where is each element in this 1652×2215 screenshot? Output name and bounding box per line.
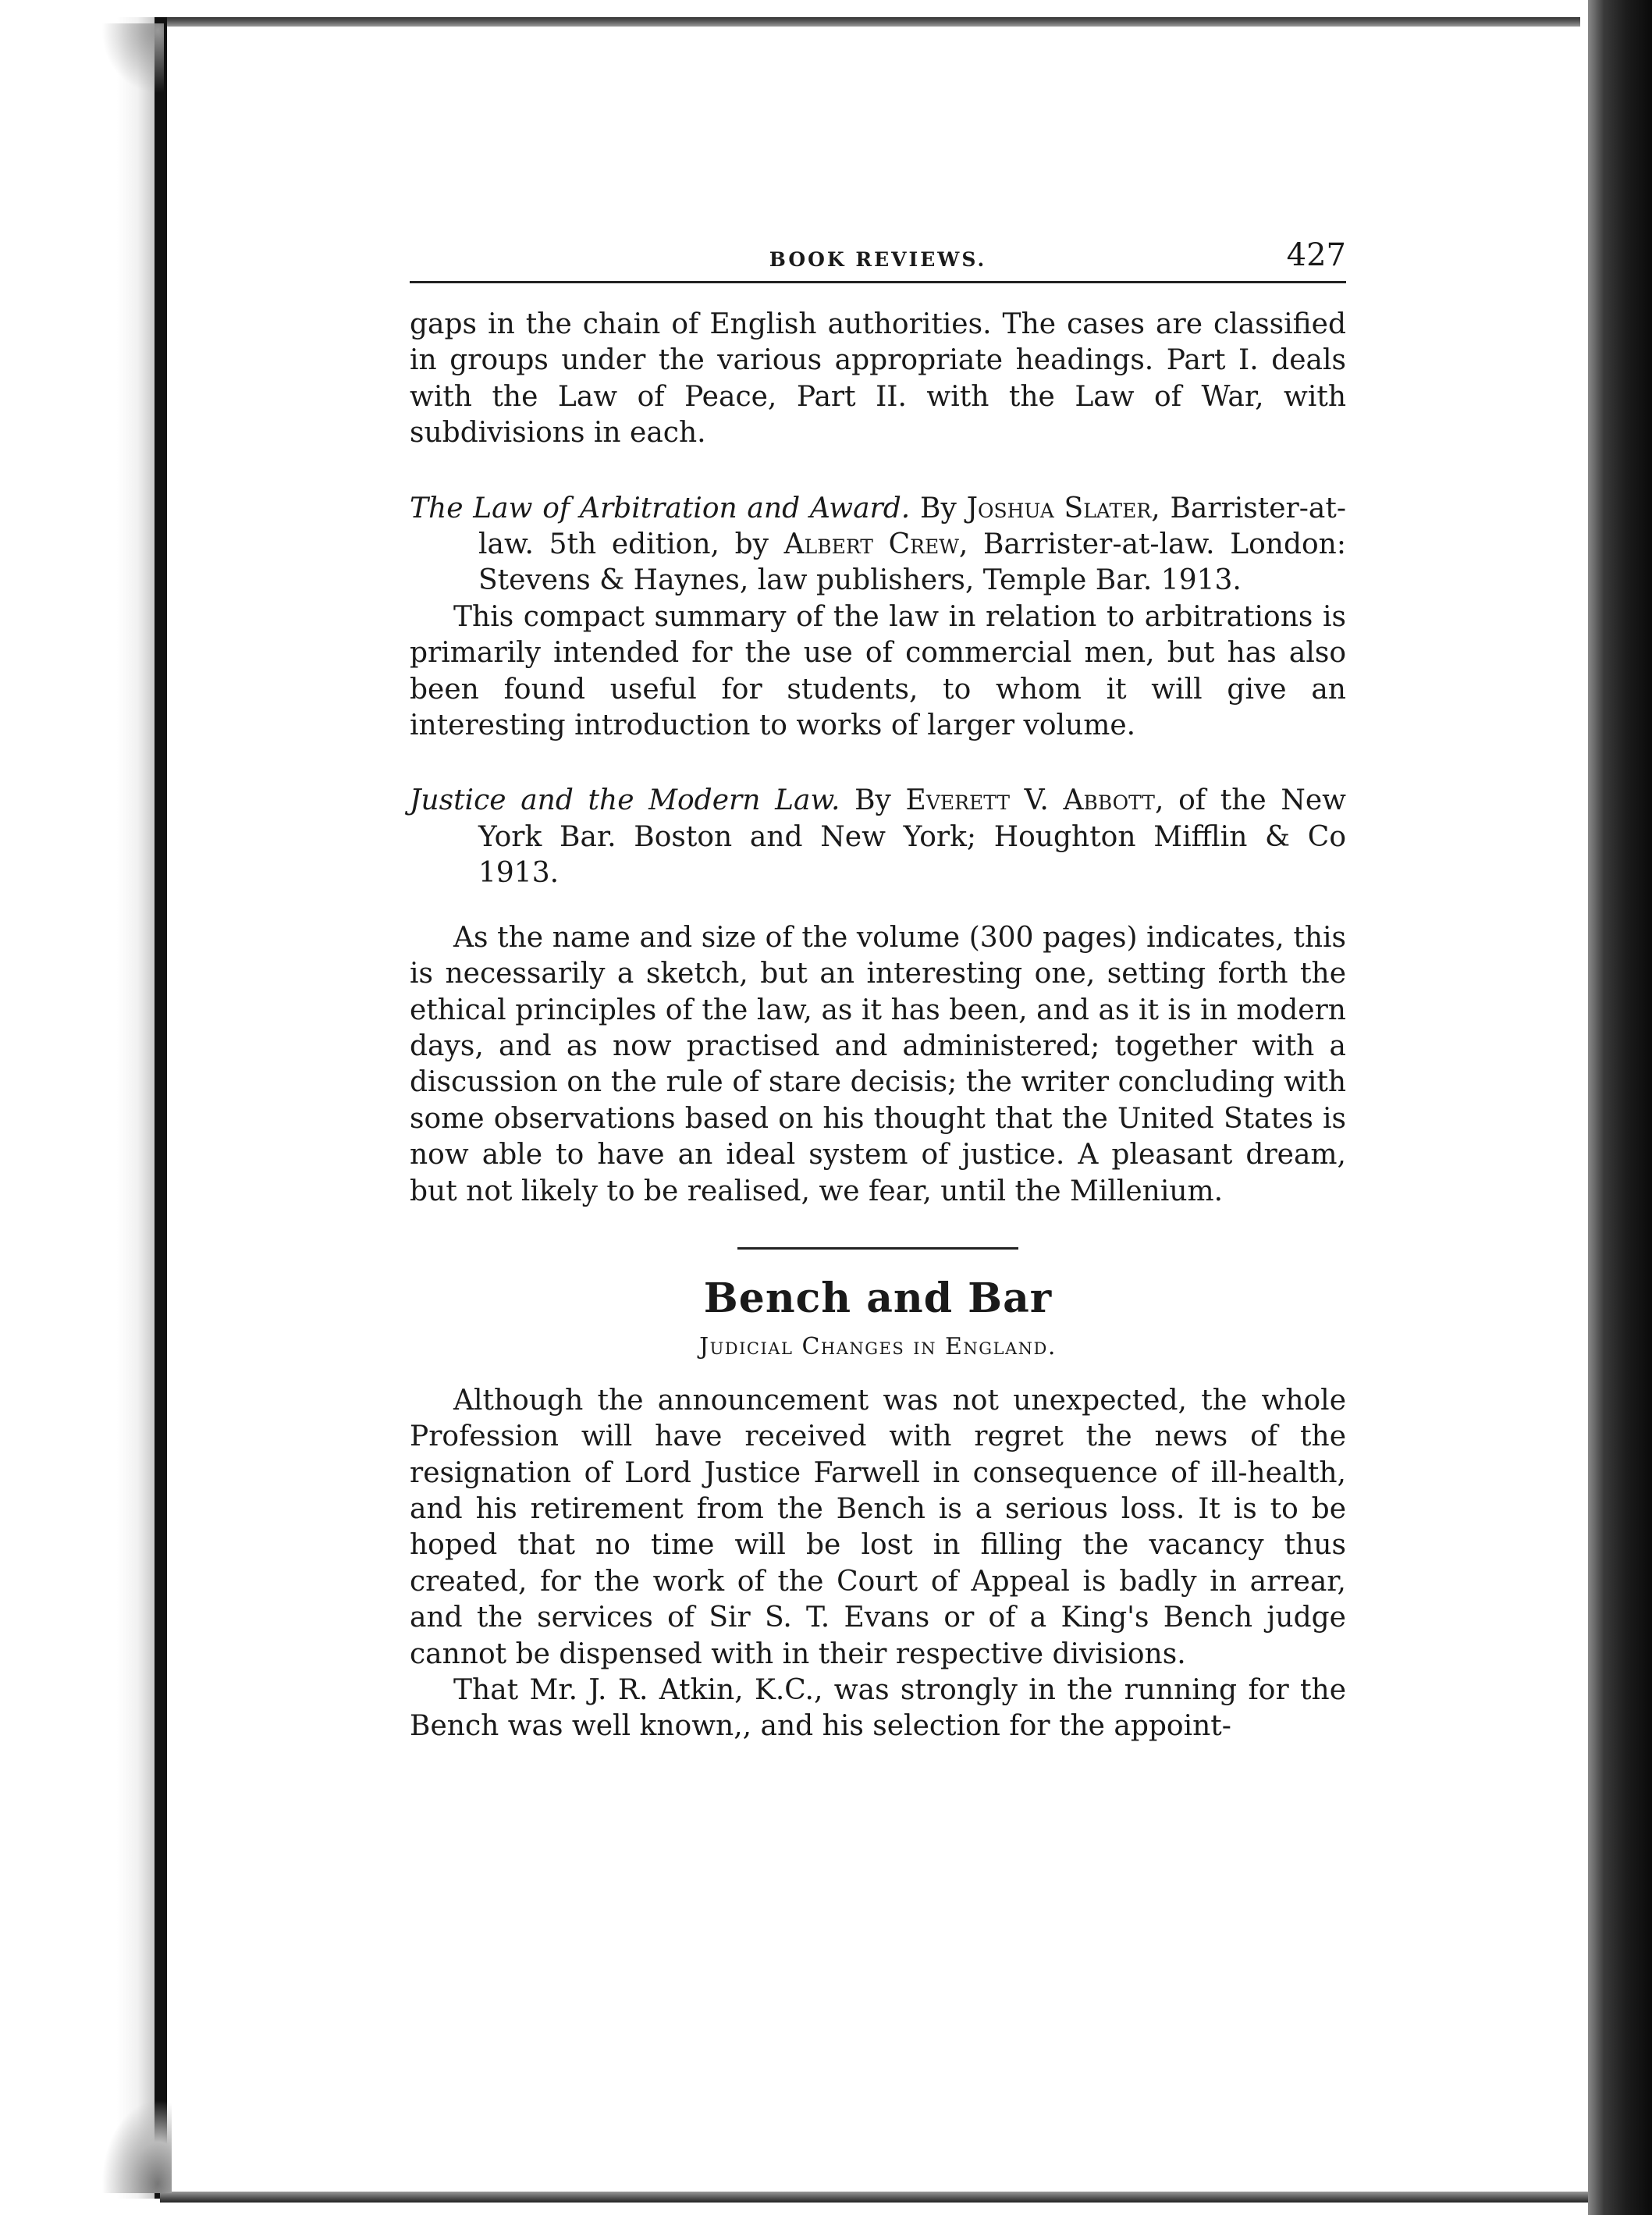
- scan-artifact-corner: [101, 2099, 172, 2193]
- running-header: [410, 234, 1346, 283]
- book-title: The Law of Arbitration and Award.: [410, 492, 911, 524]
- scan-border-bottom: [160, 2192, 1588, 2203]
- by-word: By: [854, 784, 891, 817]
- scan-border-top: [160, 17, 1580, 27]
- scan-border-left: [155, 17, 167, 2199]
- review-citation-arbitration: [410, 491, 1346, 599]
- author-name: Joshua Slater: [966, 492, 1152, 524]
- section-paragraph: Although the announcement was not unexpected, the whole Profession will have received with regret the news of the resignation of Lord Justice Farwell in consequence of ill-health, and his retirement from the Bench is a serious loss. It is to be hoped that no time will be lost in filling the vacancy thus created, for the work of the Court of Appeal is badly in arrear, and the services of Sir S. T. Evans or of a King's Bench judge cannot be dispensed with in their respective divisions.: [410, 1384, 1346, 1670]
- scan-shadow-left: [117, 17, 155, 2199]
- scan-artifact-topleft: [101, 23, 164, 94]
- page-body: [410, 307, 1346, 1745]
- scan-border-right: [1588, 0, 1652, 2215]
- document-page: [410, 234, 1346, 1745]
- page-number: 427: [1286, 237, 1346, 273]
- section-paragraph: That Mr. J. R. Atkin, K.C., was strongly in the running for the Bench was well known,, and his selection for the appoint-: [410, 1674, 1346, 1743]
- editor-name: Albert Crew: [783, 528, 959, 561]
- by-word: By: [920, 492, 957, 524]
- review-body-arbitration: This compact summary of the law in relation to arbitrations is primarily intended for the use of commercial men, but has also been found useful for students, to whom it will give an interesting introduction to works of larger volume.: [410, 600, 1346, 742]
- publisher-info: , Barrister-at-law. London: Stevens & Haynes, law publishers, Temple Bar. 1913.: [478, 528, 1346, 597]
- publisher-info: , of the New York Bar. Boston and New York; Houghton Mifflin & Co 1913.: [478, 784, 1346, 890]
- author-name: Everett V. Abbott: [905, 784, 1155, 817]
- section-heading: Bench and Bar: [703, 1274, 1053, 1322]
- review-citation-justice: [410, 783, 1346, 891]
- running-title: BOOK REVIEWS.: [769, 248, 987, 271]
- continuation-paragraph: gaps in the chain of English authorities. The cases are classified in groups under the various appropriate headings. Part I. deals with the Law of Peace, Part II. with the Law of War, with subdivisions in each.: [410, 308, 1346, 450]
- section-divider: [737, 1247, 1018, 1250]
- review-body-justice: As the name and size of the volume (300 pages) indicates, this is necessarily a sketch, but an interesting one, setting forth the ethical principles of the law, as it has been, and as it is in modern days, and as now practised and administered; together with a discussion on the rule of stare decisis; the writer concluding with some observations based on his thought that the United States is now able to have an ideal system of justice. A pleasant dream, but not likely to be realised, we fear, until the Millenium.: [410, 921, 1346, 1207]
- author-description: , Barrister-at-law. 5th edition, by: [478, 492, 1347, 561]
- section-subheading: Judicial Changes in England.: [699, 1333, 1057, 1361]
- book-title: Justice and the Modern Law.: [410, 784, 840, 817]
